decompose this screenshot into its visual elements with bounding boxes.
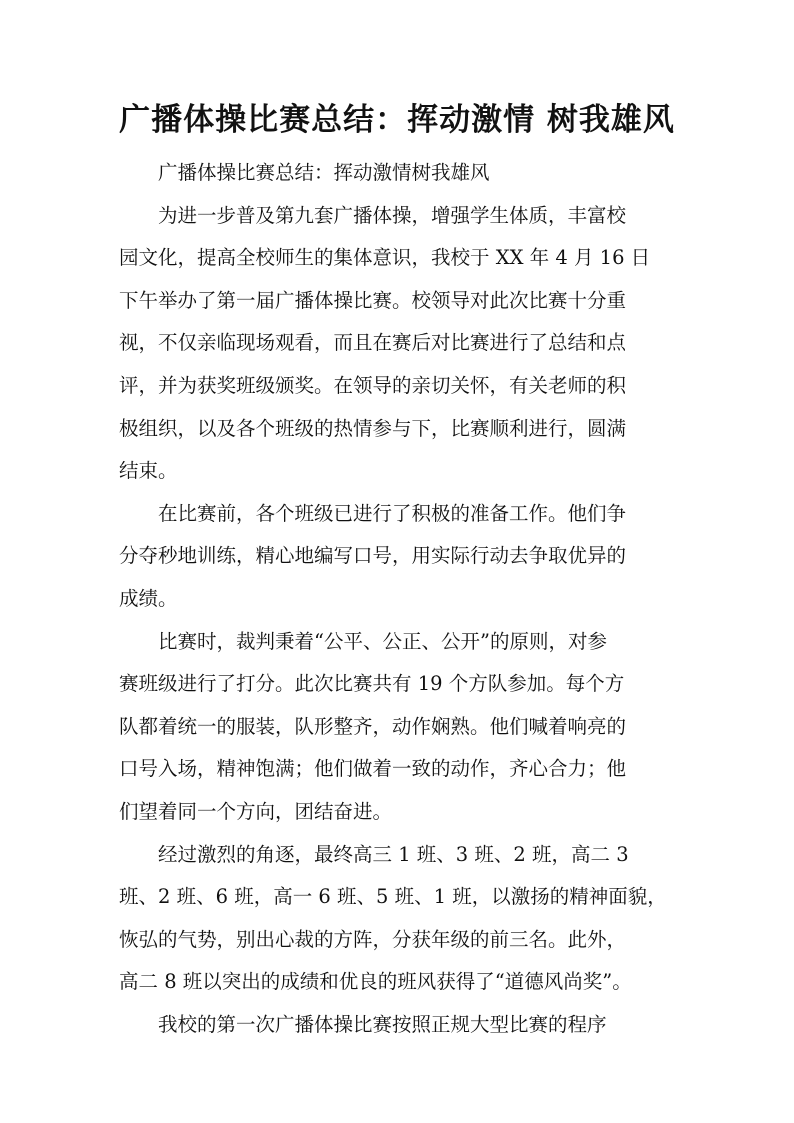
paragraph-closing: 我校的第一次广播体操比赛按照正规大型比赛的程序 (158, 1012, 607, 1036)
paragraph-competition: 比赛时，裁判秉着“公平、公正、公开”的原则，对参 赛班级进行了打分。此次比赛共有 19 个方队参加。每个方 队都着统一的服装，队形整齐，动作娴熟。他们喊着响亮的 口号入场，精神饱满；他们做着一致的动作，齐心合力；他 们望着同一个方向，团结奋进。 (119, 629, 627, 823)
subtitle-paragraph: 广播体操比赛总结：挥动激情树我雄风 (158, 161, 490, 184)
document-body (119, 152, 675, 1046)
document-title: 广播体操比赛总结：挥动激情 树我雄风 (119, 102, 675, 138)
paragraph-results: 经过激烈的角逐，最终高三 1 班、3 班、2 班，高二 3 班、2 班、6 班，高一 6 班、5 班、1 班，以激扬的精神面貌， 恢弘的气势，别出心裁的方阵，分获年级的前三名。此外， 高二 8 班以突出的成绩和优良的班风获得了“道德风尚奖”。 (119, 842, 667, 994)
paragraph-preparation: 在比赛前，各个班级已进行了积极的准备工作。他们争 分夺秒地训练，精心地编写口号，用实际行动去争取优异的 成绩。 (119, 501, 627, 610)
paragraph-intro: 为进一步普及第九套广播体操，增强学生体质，丰富校 园文化，提高全校师生的集体意识，我校于 XX 年 4 月 16 日 下午举办了第一届广播体操比赛。校领导对此次比赛十分重 视，不仅亲临现场观看，而且在赛后对比赛进行了总结和点 评，并为获奖班级颁奖。在领导的亲切关怀，有关老师的积 极组织，以及各个班级的热情参与下，比赛顺利进行，圆满 结束。 (119, 203, 651, 483)
